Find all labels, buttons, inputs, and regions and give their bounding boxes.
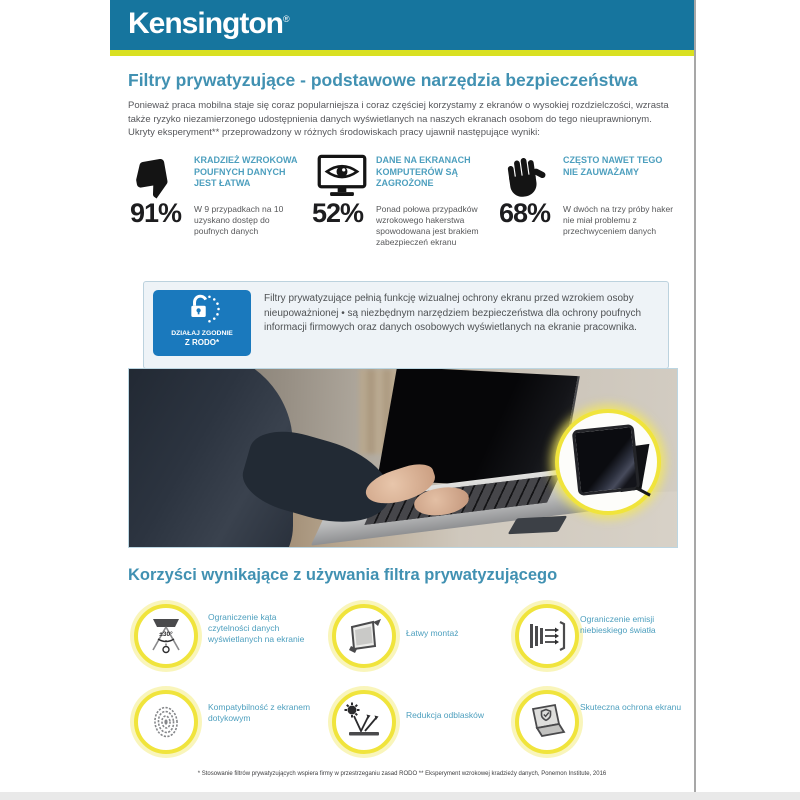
blue-light-icon [515,604,579,668]
glare-reduction-icon [332,690,396,754]
screen-protection-icon [515,690,579,754]
benefit-label: Kompatybilność z ekranem dotykowym [208,702,311,723]
registered-mark: ® [283,14,289,24]
screen-eye-icon [316,154,364,202]
benefit-label: Łatwy montaż [406,628,459,638]
infographic-page [110,0,696,792]
badge-line2: Z RODO* [184,338,220,347]
benefit-label: Redukcja odblasków [406,710,484,720]
privacy-filter-photo [128,368,678,548]
stat-unnoticed [497,152,677,267]
fingerprint-icon [134,690,198,754]
stat-description: Ponad połowa przypadków wzrokowego hakerstwa spowodowana jest brakiem zabezpieczeń ekranu [376,204,479,247]
rodo-info-box [143,281,669,369]
tablet-cable [635,486,651,496]
hand-icon [503,154,551,202]
kensington-logo [128,7,289,41]
benefit-label: Ograniczenie kąta czytelności danych wyświetlanych na ekranie [208,612,305,644]
open-padlock-icon [180,293,224,325]
accent-divider [110,50,694,56]
rodo-badge [153,290,251,356]
benefits-title: Korzyści wynikające z używania filtra prywatyzującego [128,566,558,584]
stat-heading: KRADZIEŻ WZROKOWA POUFNYCH DANYCH JEST ŁATWA [194,155,298,188]
stat-value: 52% [312,198,364,228]
photo-tablet-inset [555,409,661,515]
brand-text: Kensington [128,7,283,40]
easy-mount-icon [332,604,396,668]
bottom-gray-band [0,792,800,800]
thumbs-down-icon [134,154,182,202]
stat-value: 91% [130,198,182,228]
stat-value: 68% [499,198,551,228]
tablet-with-filter [572,424,641,496]
stat-visual-theft [128,152,306,267]
viewing-angle-icon [134,604,198,668]
stat-heading: CZĘSTO NAWET TEGO NIE ZAUWAŻAMY [563,155,663,177]
intro-paragraph: Ponieważ praca mobilna staje się coraz popularniejsza i coraz częściej korzystamy z ekranów o wysokiej rozdzielczości, wzrasta także ryzyko niezamierzonego udostępnienia danych wyświetlanych na naszych ekranach osobom do tego nieuprawnionym. Ukryty eksperyment** przeprowadzony w różnych środowiskach pracy ujawnił następujące wyniki: [128,100,669,138]
page-title: Filtry prywatyzujące - podstawowe narzędzia bezpieczeństwa [128,70,638,90]
stat-description: W dwóch na trzy próby haker nie miał problemu z przechwyceniem danych [563,204,674,236]
stat-description: W 9 przypadkach na 10 uzyskano dostęp do poufnych danych [194,204,284,236]
angle-label: ±30° [159,631,173,638]
badge-line1: DZIAŁAJ ZGODNIE [171,330,233,337]
footnote: * Stosowanie filtrów prywatyzujących wspiera firmy w przestrzeganiu zasad RODO ** Eksperyment wzrokowej kradzieży danych, Ponemon Institute, 2016 [197,771,607,777]
stat-screens-at-risk [310,152,492,267]
benefit-label: Ograniczenie emisji niebieskiego światła [580,614,656,635]
header-bar [110,0,694,50]
stat-heading: DANE NA EKRANACH KOMPUTERÓW SĄ ZAGROŻONE [376,155,471,188]
rodo-text: Filtry prywatyzujące pełnią funkcję wizualnej ochrony ekranu przed wzrokiem osoby nieupoważnionej • są niezbędnym narzędziem bezpieczeństwa dla ochrony poufnych informacji firmowych oraz danych osobowych wyświetlanych na ekranie pracownika. [264,293,642,333]
benefit-label: Skuteczna ochrona ekranu [580,702,682,712]
